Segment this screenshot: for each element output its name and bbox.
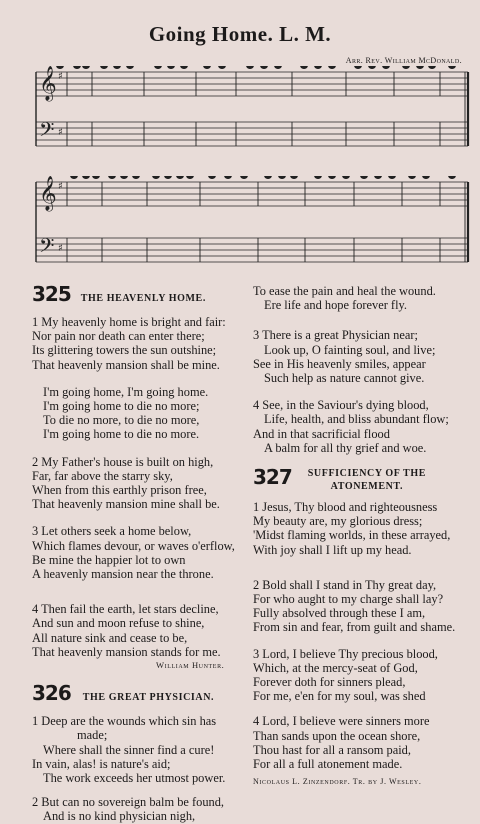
verse-line: That heavenly mansion shall be mine. <box>32 357 220 372</box>
verse-line: From sin and fear, from guilt and shame. <box>253 620 456 635</box>
note-head <box>127 66 133 68</box>
note-head <box>417 66 423 68</box>
note-head <box>219 66 225 68</box>
note-head <box>168 66 174 68</box>
verse-line: I'm going home to die no more; <box>43 399 200 414</box>
note-head <box>261 66 267 68</box>
verse-line: 3 There is a great Physician near; <box>253 328 418 343</box>
verse-line: Nor pain nor death can enter there; <box>32 329 205 344</box>
tune-title: Going Home. L. M. <box>148 22 332 46</box>
verse-line: See in His heavenly smiles, appear <box>253 356 426 371</box>
verse-line: To ease the pain and heal the wound. <box>253 284 436 298</box>
verse-line: And sun and moon refuse to shine, <box>32 616 205 631</box>
note-head <box>423 176 429 178</box>
note-head <box>429 66 435 68</box>
verse-line: For all a full atonement made. <box>253 757 403 772</box>
verse-line: All nature sink and cease to be, <box>32 630 188 645</box>
arranger-credit: Arr. Rev. William McDonald. <box>345 56 462 65</box>
bass-clef-icon: 𝄢 <box>39 118 55 146</box>
stanza <box>253 647 475 704</box>
note-head <box>383 66 389 68</box>
note-head <box>71 176 77 178</box>
treble-clef-icon: 𝄞 <box>39 176 57 211</box>
verse-line: Where shall the sinner find a cure! <box>43 742 215 757</box>
note-head <box>315 66 321 68</box>
music-system-1 <box>0 66 480 166</box>
stanza <box>32 714 254 785</box>
note-head <box>343 176 349 178</box>
verse-line: Its glittering towers the sun outshine; <box>32 343 217 358</box>
note-head <box>279 176 285 178</box>
right-column <box>253 284 475 789</box>
hymn-author: William Hunter. <box>156 660 225 671</box>
verse-line: 1 My heavenly home is bright and fair: <box>32 315 226 329</box>
note-head <box>315 176 321 178</box>
note-head <box>181 66 187 68</box>
verse-line: Which, at the mercy-seat of God, <box>253 660 418 675</box>
stanza <box>253 398 475 455</box>
hymn-number: 326 <box>32 681 71 706</box>
note-head <box>403 66 409 68</box>
verse-line: Far, far above the starry sky, <box>32 468 173 483</box>
music-system-2 <box>0 176 480 282</box>
note-head <box>449 66 455 68</box>
note-head <box>241 176 247 178</box>
verse-line: 4 Lord, I believe were sinners more <box>253 714 430 729</box>
verse-line: Thou hast for all a ransom paid, <box>253 742 411 757</box>
note-head <box>57 66 63 68</box>
note-head <box>83 66 89 68</box>
sharp-icon: ♯ <box>58 243 63 254</box>
verse-line: With joy shall I lift up my head. <box>253 542 412 557</box>
note-head <box>83 176 89 178</box>
verse-line: Which flames devour, or waves o'erflow, <box>32 538 235 553</box>
stanza <box>253 578 475 635</box>
verse-line: The work exceeds her utmost power. <box>43 771 226 786</box>
verse-line: That heavenly mansion stands for me. <box>32 644 221 659</box>
verse-line: 4 Then fail the earth, let stars decline, <box>32 602 219 617</box>
note-head <box>133 176 139 178</box>
verse-line: My beauty are, my glorious dress; <box>253 514 423 529</box>
note-head <box>409 176 415 178</box>
verse-line: 1 Jesus, Thy blood and righteousness <box>253 500 438 515</box>
note-head <box>114 66 120 68</box>
note-head <box>74 66 80 68</box>
note-head <box>165 176 171 178</box>
hymn-325-header <box>32 282 254 309</box>
note-head <box>449 176 455 178</box>
verse-line: 2 But can no sovereign balm be found, <box>32 795 225 810</box>
bass-clef-icon: 𝄢 <box>39 234 55 262</box>
stanza <box>253 328 475 385</box>
verse-line: I'm going home to die no more. <box>43 427 200 442</box>
note-head <box>187 176 193 178</box>
sharp-icon: ♯ <box>58 181 63 192</box>
stanza <box>253 714 475 771</box>
note-head <box>93 176 99 178</box>
treble-clef-icon: 𝄞 <box>39 66 57 101</box>
verse-line: When from this earthly prison free, <box>32 483 207 498</box>
verse-line: For who aught to my charge shall lay? <box>253 592 444 607</box>
note-head <box>275 66 281 68</box>
hymn-title: SUFFICIENCY OF THE <box>307 468 426 480</box>
note-head <box>291 176 297 178</box>
verse-line: Forever doth for sinners plead, <box>253 675 406 690</box>
hymn-327-header <box>253 467 475 497</box>
verse-line: In vain, alas! is nature's aid; <box>32 756 171 771</box>
note-head <box>361 176 367 178</box>
verse-line: Be mine the happier lot to own <box>32 552 186 567</box>
verse-line: made; <box>77 728 108 743</box>
verse-line: Look up, O fainting soul, and live; <box>264 342 436 357</box>
hymn-number: 327 <box>253 465 292 490</box>
note-head <box>101 66 107 68</box>
note-head <box>109 176 115 178</box>
note-head <box>329 176 335 178</box>
stanza <box>32 602 254 659</box>
note-head <box>369 66 375 68</box>
verse-line: For me, e'en for my soul, was shed <box>253 689 426 704</box>
hymn-326-header <box>32 681 254 708</box>
verse-line: That heavenly mansion mine shall be. <box>32 497 220 512</box>
verse-line: Fully absolved through these I am, <box>253 606 426 621</box>
left-column <box>32 282 254 824</box>
hymn-title: ATONEMENT. <box>330 481 404 493</box>
verse-line: 2 Bold shall I stand in Thy great day, <box>253 577 437 592</box>
verse-line: 4 See, in the Saviour's dying blood, <box>253 398 429 413</box>
verse-line: Than sands upon the ocean shore, <box>253 728 421 743</box>
note-head <box>121 176 127 178</box>
note-head <box>204 66 210 68</box>
stanza <box>32 524 254 581</box>
hymn-title: THE HEAVENLY HOME. <box>80 293 206 304</box>
sharp-icon: ♯ <box>58 71 63 82</box>
verse-line: 3 Let others seek a home below, <box>32 524 192 539</box>
stanza <box>32 455 254 512</box>
verse-line: 3 Lord, I believe Thy precious blood, <box>253 646 438 661</box>
note-head <box>355 66 361 68</box>
verse-line: Such help as nature cannot give. <box>264 371 425 386</box>
verse-line: Ere life and hope forever fly. <box>264 298 407 313</box>
stanza <box>253 500 475 557</box>
verse-line: A heavenly mansion near the throne. <box>32 567 214 582</box>
chorus <box>32 385 254 442</box>
note-head <box>247 66 253 68</box>
verse-line: Life, health, and bliss abundant flow; <box>264 412 449 427</box>
stanza <box>32 315 254 372</box>
note-head <box>329 66 335 68</box>
note-head <box>389 176 395 178</box>
hymn-author: Nicolaus L. Zinzendorf. Tr. by J. Wesley. <box>253 777 422 787</box>
verse-line: And is no kind physician nigh, <box>43 809 196 824</box>
sharp-icon: ♯ <box>58 127 63 138</box>
note-head <box>265 176 271 178</box>
verse-line: To die no more, to die no more, <box>43 413 200 428</box>
stanza-continued <box>253 284 475 312</box>
note-head <box>155 66 161 68</box>
verse-line: 2 My Father's house is built on high, <box>32 454 214 469</box>
hymn-title: THE GREAT PHYSICIAN. <box>82 692 215 704</box>
verse-line: 'Midst flaming worlds, in these arrayed, <box>253 528 451 543</box>
note-head <box>153 176 159 178</box>
verse-line: 1 Deep are the wounds which sin has <box>32 714 217 729</box>
verse-line: A balm for all thy grief and woe. <box>264 440 427 455</box>
note-head <box>209 176 215 178</box>
stanza <box>32 795 254 823</box>
verse-line: And in that sacrificial flood <box>253 426 390 441</box>
hymn-number: 325 <box>32 282 71 306</box>
note-head <box>225 176 231 178</box>
verse-line: I'm going home, I'm going home. <box>43 384 209 399</box>
note-head <box>301 66 307 68</box>
note-head <box>177 176 183 178</box>
note-head <box>375 176 381 178</box>
